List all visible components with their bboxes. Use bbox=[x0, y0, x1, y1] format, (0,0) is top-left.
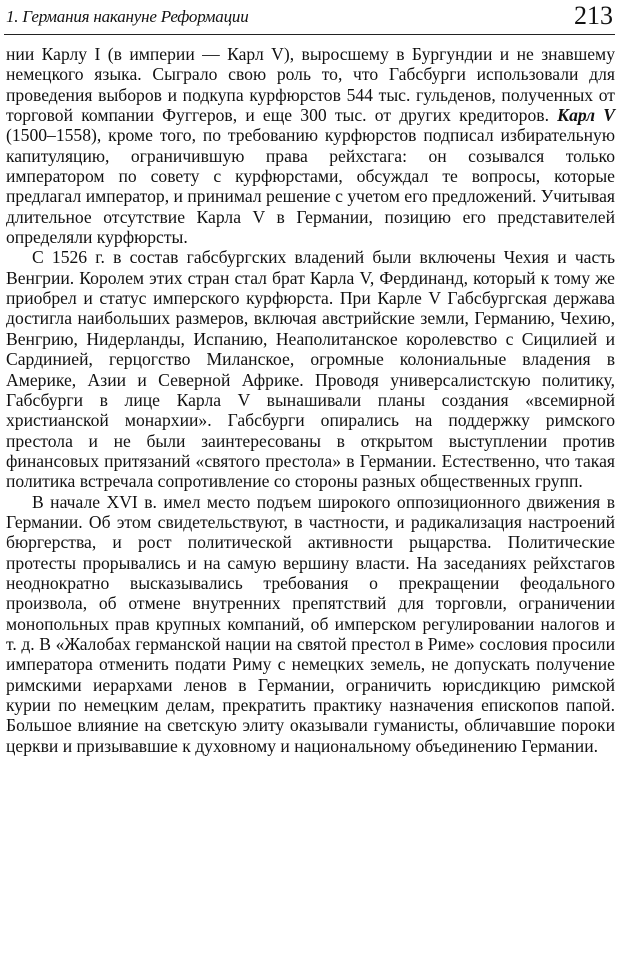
running-header bbox=[4, 0, 615, 35]
body-text bbox=[6, 44, 615, 756]
emphasized-name: Карл V bbox=[557, 105, 615, 126]
page-number: 213 bbox=[574, 1, 613, 30]
chapter-title: 1. Германия накануне Реформации bbox=[6, 7, 249, 26]
paragraph-3: В начале XVI в. имел место подъем широкого оппозиционного движения в Германии. Об этом свидетельствуют, в частности, и радикализация настроений бюргерства, и рост политической активности рыцарства. Политические протесты прорывались и на самую вершину власти. На заседаниях рейхстагов неоднократно высказывались требования о прекращении феодального произвола, об отмене внутренних препятствий для торговли, ограничении монопольных прав крупных компаний, об имперском регулировании налогов и т. д. В «Жалобах германской нации на святой престол в Риме» сословия просили императора отменить подати Риму с немецких земель, не допускать получение римскими иерархами ленов в Германии, ограничить юрисдикцию римской курии по немецким делам, прекратить практику назначения епископов папой. Большое влияние на светскую элиту оказывали гуманисты, обличавшие пороки церкви и призывавшие к духовному и национальному объединению Германии. bbox=[6, 491, 615, 756]
paragraph-1-text-start: нии Карлу I (в империи — Карл V), выросшему в Бургундии и не знавшему немецкого языка. Сыграло свою роль то, что Габсбурги использовали для проведения выборов и подкупа курфюрстов 544 тыс. гульденов, полученных от торговой компании Фуггеров, и еще 300 тыс. от других кредиторов. bbox=[6, 44, 615, 126]
paragraph-1 bbox=[6, 44, 615, 247]
paragraph-1-text-end: (1500–1558), кроме того, по требованию курфюрстов подписал избирательную капитуляцию, ограничившую права рейхстага: он созывался только императором по совету с курфюрстами, обсуждал те вопросы, которые предлагал император, и принимал решение с учетом его предложений. Учитывая длительное отсутствие Карла V в Германии, позицию его представителей определяли курфюрсты. bbox=[6, 125, 615, 248]
paragraph-2: С 1526 г. в состав габсбургских владений были включены Чехия и часть Венгрии. Королем этих стран стал брат Карла V, Фердинанд, который к тому же приобрел и статус имперского курфюрста. При Карле V Габсбургская держава достигла наибольших размеров, включая австрийские земли, Германию, Чехию, Венгрию, Нидерланды, Испанию, Неаполитанское королевство с Сицилией и Сардинией, герцогство Миланское, огромные колониальные владения в Америке, Азии и Северной Африке. Проводя универсалистскую политику, Габсбурги в лице Карла V вынашивали планы создания «всемирной христианской монархии». Габсбурги опирались на поддержку римского престола и не были заинтересованы в открытом выступлении против финансовых притязаний «святого престола» в Германии. Естественно, что такая политика встречала сопротивление со стороны разных общественных групп. bbox=[6, 247, 615, 492]
